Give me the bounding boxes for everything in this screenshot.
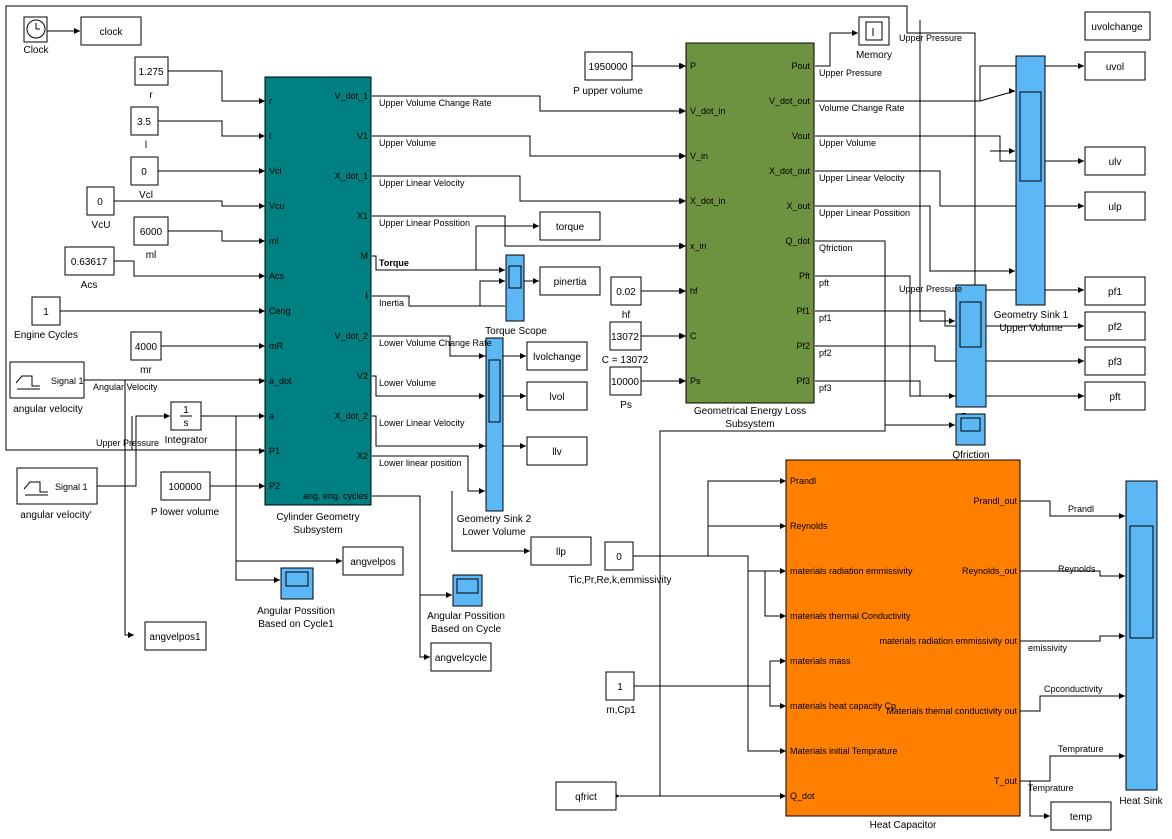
port-arrow [259, 203, 265, 209]
goto-ulp[interactable] [1085, 192, 1145, 220]
svg-text:uvol: uvol [1105, 62, 1125, 73]
const-r-label: r [149, 90, 153, 101]
heat-input-port: materials thermal Conductivity [790, 611, 911, 621]
port-arrow [520, 393, 526, 399]
svg-text:100000: 100000 [168, 482, 202, 493]
svg-text:10000: 10000 [611, 377, 639, 388]
port-arrow [520, 353, 526, 359]
const-acs[interactable] [65, 247, 114, 275]
port-arrow [520, 443, 526, 449]
clock-block[interactable] [24, 17, 47, 42]
const-ps[interactable] [610, 367, 641, 395]
const-mcp-label: m,Cp1 [606, 705, 636, 716]
wire-label: Upper Linear Velocity [819, 173, 905, 183]
heat-sink-label: Heat Sink [1119, 796, 1163, 807]
energy-input-port: P [690, 61, 697, 71]
energy-title-2: Subsystem [725, 419, 775, 430]
wire-label: Angular Velocity [93, 382, 158, 392]
port-arrow [259, 238, 265, 244]
port-arrow [499, 278, 505, 284]
const-c[interactable] [610, 322, 641, 350]
port-arrow [949, 393, 955, 399]
cylinder-title-2: Subsystem [293, 525, 343, 536]
goto-angvelcycle[interactable] [431, 643, 491, 671]
energy-input-port: C [690, 331, 697, 341]
pout-scope[interactable] [956, 285, 986, 407]
const-cycles-label: Engine Cycles [14, 330, 78, 341]
cylinder-output-port: V1 [356, 131, 368, 141]
memory-block[interactable] [859, 17, 889, 45]
svg-text:pf1: pf1 [1108, 287, 1122, 298]
wire-label: pf3 [819, 383, 832, 393]
angular-position-scope-1[interactable] [281, 568, 313, 599]
sink-1-label-1: Geometry Sink 1 [993, 310, 1069, 321]
wire-label: Prandl [1068, 504, 1095, 514]
port-arrow [259, 448, 265, 454]
port-arrow [479, 393, 485, 399]
const-l[interactable] [131, 107, 158, 135]
port-arrow [259, 378, 265, 384]
const-c-label: C = 13072 [601, 355, 649, 366]
const-vcl-label: Vcl [139, 190, 153, 201]
wire-label: Inertia [379, 298, 405, 308]
svg-text:lvol: lvol [549, 392, 565, 403]
wire-label: Lower Volume [379, 378, 437, 388]
cylinder-input-port: mR [269, 341, 283, 351]
const-mr[interactable] [131, 332, 161, 360]
svg-text:1: 1 [617, 682, 623, 693]
const-ml[interactable] [134, 217, 168, 245]
cylinder-input-port: P1 [269, 446, 281, 456]
svg-text:pf3: pf3 [1108, 357, 1122, 368]
wire-label: Lower Volume Change Rate [379, 338, 492, 348]
ang-scope-2-label-2: Based on Cycle [430, 624, 502, 635]
qfriction-scope-label: Qfriction [952, 450, 990, 461]
svg-text:0.02: 0.02 [616, 287, 636, 298]
goto-pf2[interactable] [1085, 312, 1145, 340]
svg-text:qfrict: qfrict [575, 792, 597, 803]
port-arrow [424, 654, 430, 660]
energy-input-port: hf [690, 286, 698, 296]
port-arrow [679, 378, 685, 384]
energy-input-port: X_dot_in [690, 196, 726, 206]
cylinder-output-port: X2 [356, 451, 368, 461]
svg-text:torque: torque [555, 222, 585, 233]
cylinder-input-port: Ceng [269, 306, 291, 316]
svg-text:pinertia: pinertia [553, 277, 587, 288]
heat-input-port: materials heat capacity Cp [790, 701, 897, 711]
svg-text:1950000: 1950000 [588, 62, 628, 73]
integrator-label: Integrator [164, 435, 208, 446]
const-mr-label: mr [140, 365, 152, 376]
goto-clock[interactable] [81, 17, 141, 45]
port-arrow [1009, 148, 1015, 154]
cylinder-output-port: X_dot_2 [334, 411, 368, 421]
port-arrow [852, 30, 858, 36]
svg-text:ulv: ulv [1108, 157, 1122, 168]
geometry-sink-1[interactable] [1016, 56, 1045, 305]
wire-label: Qfriction [819, 243, 853, 253]
port-arrow [1078, 287, 1084, 293]
cylinder-input-port: Acs [269, 271, 285, 281]
port-arrow [259, 98, 265, 104]
heat-input-port: Q_dot [790, 791, 815, 801]
energy-output-port: Pf1 [796, 306, 810, 316]
wire-label: Lower Linear Velocity [379, 418, 465, 428]
port-arrow [679, 333, 685, 339]
ang-scope-1-label-2: Based on Cycle1 [258, 619, 334, 630]
signal-builder-1[interactable] [10, 362, 84, 398]
port-arrow [259, 483, 265, 489]
port-arrow [259, 413, 265, 419]
const-pup[interactable] [585, 52, 632, 80]
const-ml-label: ml [145, 250, 157, 261]
wire-label: Upper Volume [379, 138, 437, 148]
const-vcu-label: VcU [91, 220, 111, 231]
port-arrow [1119, 573, 1125, 579]
port-arrow [1119, 633, 1125, 639]
const-cycles[interactable] [32, 297, 60, 325]
energy-output-port: Pout [791, 61, 810, 71]
port-arrow [780, 613, 786, 619]
energy-output-port: Pft [798, 271, 810, 281]
port-arrow [679, 243, 685, 249]
wire-label: Upper Linear Possition [819, 208, 911, 218]
wire-label: Volume Change Rate [819, 103, 905, 113]
svg-text:0: 0 [141, 167, 147, 178]
port-arrow [533, 278, 539, 284]
port-arrow [128, 632, 134, 638]
const-r[interactable] [135, 57, 168, 85]
memory-label: Memory [855, 50, 893, 61]
goto-uvol[interactable] [1085, 52, 1145, 80]
svg-text:0: 0 [616, 552, 622, 563]
const-pup-label: P upper volume [573, 86, 643, 97]
svg-text:angvelcycle: angvelcycle [434, 653, 488, 664]
port-arrow [479, 488, 485, 494]
port-arrow [679, 288, 685, 294]
energy-input-port: Ps [690, 376, 701, 386]
heat-output-port: T_out [993, 776, 1017, 786]
port-arrow [679, 108, 685, 114]
const-mcp[interactable] [606, 672, 634, 700]
wire-label: Upper Volume Change Rate [379, 98, 492, 108]
cylinder-output-port: V_dot_1 [334, 91, 368, 101]
port-arrow [949, 318, 955, 324]
port-arrow [1078, 158, 1084, 164]
wire-label: Temprature [1028, 783, 1074, 793]
goto-ulv[interactable] [1085, 147, 1145, 175]
energy-output-port: V_dot_out [768, 96, 810, 106]
const-tic-label: Tic,Pr,Re,k,emmissivity [568, 575, 672, 586]
port-arrow [259, 168, 265, 174]
svg-text:pf2: pf2 [1108, 322, 1122, 333]
goto-torque[interactable] [540, 212, 600, 240]
wire-label: Upper Linear Possition [379, 218, 471, 228]
port-arrow [74, 28, 80, 34]
qfriction-scope[interactable] [956, 414, 985, 445]
port-arrow [780, 658, 786, 664]
heat-input-port: Prandl [790, 476, 817, 486]
wire-label: Upper Pressure [96, 438, 160, 448]
port-arrow [949, 422, 955, 428]
cylinder-output-port: X1 [356, 211, 368, 221]
integrator-block[interactable] [171, 402, 201, 430]
port-arrow [259, 273, 265, 279]
signal-2-label: angular velocity' [20, 510, 92, 521]
port-arrow [524, 548, 530, 554]
wire-label: pft [819, 278, 830, 288]
port-arrow [274, 577, 280, 583]
port-arrow [1009, 88, 1015, 94]
port-arrow [533, 223, 539, 229]
port-arrow [259, 133, 265, 139]
port-arrow [780, 793, 786, 799]
svg-text:6000: 6000 [139, 227, 163, 238]
const-ps-label: Ps [620, 400, 632, 411]
svg-text:angvelpos1: angvelpos1 [149, 632, 201, 643]
svg-text:clock: clock [99, 27, 123, 38]
cylinder-input-port: r [269, 96, 272, 106]
cylinder-output-port: V_dot_2 [334, 331, 368, 341]
cylinder-output-port: ang. eng. cycles [302, 491, 368, 501]
wire-label: Upper Pressure [899, 284, 963, 294]
svg-text:uvolchange: uvolchange [1091, 22, 1143, 33]
wire-label: Upper Pressure [899, 33, 963, 43]
wire-label: Upper Pressure [819, 68, 883, 78]
cylinder-input-port: Vcu [269, 201, 285, 211]
energy-output-port: Pf2 [796, 341, 810, 351]
port-arrow [780, 478, 786, 484]
goto-pft[interactable] [1085, 382, 1145, 410]
cylinder-input-port: l [269, 131, 271, 141]
torque-scope[interactable] [506, 255, 524, 321]
svg-text:3.5: 3.5 [137, 117, 151, 128]
port-arrow [446, 592, 452, 598]
heat-output-port: Reynolds_out [961, 566, 1017, 576]
wire-label: Torque [379, 258, 409, 268]
port-arrow [1078, 63, 1084, 69]
energy-output-port: Pf3 [796, 376, 810, 386]
const-plow-label: P lower volume [150, 507, 220, 518]
cylinder-output-port: I [365, 291, 368, 301]
heat-input-port: materials mass [790, 656, 851, 666]
port-arrow [780, 703, 786, 709]
goto-pf1[interactable] [1085, 277, 1145, 305]
svg-text:pft: pft [1109, 392, 1121, 403]
port-arrow [1009, 268, 1015, 274]
goto-uvolchange[interactable] [1085, 12, 1150, 40]
port-arrow [1078, 393, 1084, 399]
goto-lvol[interactable] [527, 382, 587, 410]
svg-text:Signal 1: Signal 1 [55, 482, 88, 492]
energy-output-port: Vout [791, 131, 810, 141]
wire-label: pf2 [819, 348, 832, 358]
goto-llp[interactable] [531, 537, 591, 565]
cylinder-title-1: Cylinder Geometry [276, 512, 360, 523]
svg-text:llv: llv [552, 447, 562, 458]
sink-1-label-2: Upper Volume [999, 323, 1063, 334]
cylinder-geometry-subsystem[interactable] [265, 77, 371, 505]
port-arrow [479, 443, 485, 449]
energy-output-port: X_out [786, 201, 810, 211]
svg-text:1: 1 [43, 307, 49, 318]
energy-input-port: V_dot_in [690, 106, 726, 116]
svg-text:ulp: ulp [1108, 202, 1122, 213]
cylinder-output-port: X_dot_1 [334, 171, 368, 181]
port-arrow [679, 198, 685, 204]
wire-label: Upper Linear Velocity [379, 178, 465, 188]
wire-label: emissivity [1028, 643, 1068, 653]
heat-input-port: Reynolds [790, 521, 828, 531]
port-arrow [479, 353, 485, 359]
heat-input-port: Materials initial Temprature [790, 746, 898, 756]
const-tic[interactable] [605, 542, 633, 570]
svg-text:1.275: 1.275 [138, 67, 164, 78]
cylinder-output-port: V2 [356, 371, 368, 381]
goto-lvolchange[interactable] [527, 342, 587, 370]
goto-pinertia[interactable] [540, 267, 600, 295]
port-arrow [259, 308, 265, 314]
goto-temp[interactable] [1051, 802, 1111, 830]
energy-title-1: Geometrical Energy Loss [693, 406, 807, 417]
energy-output-port: Q_dot [785, 236, 810, 246]
heat-input-port: materials radiation emmissivity [790, 566, 913, 576]
energy-input-port: V_in [690, 151, 709, 161]
svg-text:s: s [183, 418, 189, 429]
ang-scope-1-label-1: Angular Possition [257, 606, 335, 617]
cylinder-input-port: P2 [269, 481, 281, 491]
svg-text:4000: 4000 [134, 342, 158, 353]
sink-2-label-1: Geometry Sink 2 [456, 514, 532, 525]
wire-label: Upper Volume [819, 138, 877, 148]
energy-output-port: X_dot_out [768, 166, 810, 176]
port-arrow [259, 343, 265, 349]
wire-label: Temprature [1058, 744, 1104, 754]
wire-label: Reynolds [1058, 564, 1096, 574]
goto-angvelpos[interactable] [343, 547, 403, 575]
svg-text:llp: llp [555, 547, 567, 558]
svg-text:0.63617: 0.63617 [70, 257, 108, 268]
goto-qfrict[interactable] [556, 782, 616, 810]
port-arrow [679, 153, 685, 159]
port-arrow [780, 568, 786, 574]
svg-text:Signal 1: Signal 1 [51, 376, 84, 386]
const-hf[interactable] [611, 277, 641, 305]
heat-output-port: materials radiation emmissivity out [879, 636, 1017, 646]
heat-output-port: Prandl_out [973, 496, 1017, 506]
const-hf-label: hf [621, 310, 631, 321]
goto-llv[interactable] [527, 437, 587, 465]
cylinder-block-body[interactable] [265, 77, 371, 505]
port-arrow [1044, 813, 1050, 819]
port-arrow [1119, 753, 1125, 759]
geometry-sink-2[interactable] [486, 338, 503, 511]
wire-label: Lower linear position [379, 458, 462, 468]
signal-builder-2[interactable] [17, 468, 97, 504]
const-plow[interactable] [161, 472, 210, 500]
svg-text:13072: 13072 [611, 332, 639, 343]
clock-label: Clock [23, 45, 49, 56]
svg-text:angvelpos: angvelpos [350, 557, 396, 568]
port-arrow [336, 558, 342, 564]
svg-text:1: 1 [183, 405, 189, 416]
port-arrow [780, 523, 786, 529]
wire-label: Cpconductivity [1044, 684, 1103, 694]
angular-position-scope-2[interactable] [453, 575, 482, 606]
signal-1-label: angular velocity [13, 404, 83, 415]
cylinder-output-port: M [360, 251, 368, 261]
heat-output-port: Materials themal conductivity out [886, 706, 1017, 716]
const-vcl[interactable] [131, 157, 158, 185]
port-arrow [1078, 203, 1084, 209]
svg-text:temp: temp [1069, 812, 1093, 823]
const-vcu[interactable] [87, 187, 114, 215]
const-l-label: l [144, 140, 148, 151]
const-acs-label: Acs [80, 280, 98, 291]
port-arrow [1078, 323, 1084, 329]
heat-sink-scope[interactable] [1126, 481, 1157, 790]
heat-title: Heat Capacitor [869, 820, 937, 831]
cylinder-input-port: ml [269, 236, 279, 246]
wire-label: pf1 [819, 313, 832, 323]
cylinder-input-port: Vcl [269, 166, 282, 176]
torque-scope-label: Torque Scope [485, 326, 547, 337]
sink-2-label-2: Lower Volume [462, 527, 526, 538]
port-arrow [1119, 693, 1125, 699]
cylinder-input-port: a_dot [269, 376, 292, 386]
cylinder-input-port: a [269, 411, 275, 421]
port-arrow [1119, 513, 1125, 519]
goto-angvelpos1[interactable] [145, 622, 206, 650]
goto-pf3[interactable] [1085, 347, 1145, 375]
svg-text:lvolchange: lvolchange [533, 352, 581, 363]
svg-text:0: 0 [97, 197, 103, 208]
port-arrow [679, 63, 685, 69]
port-arrow [499, 267, 505, 273]
energy-input-port: x_in [690, 241, 707, 251]
port-arrow [164, 413, 170, 419]
port-arrow [1078, 358, 1084, 364]
ang-scope-2-label-1: Angular Possition [427, 611, 505, 622]
port-arrow [780, 748, 786, 754]
